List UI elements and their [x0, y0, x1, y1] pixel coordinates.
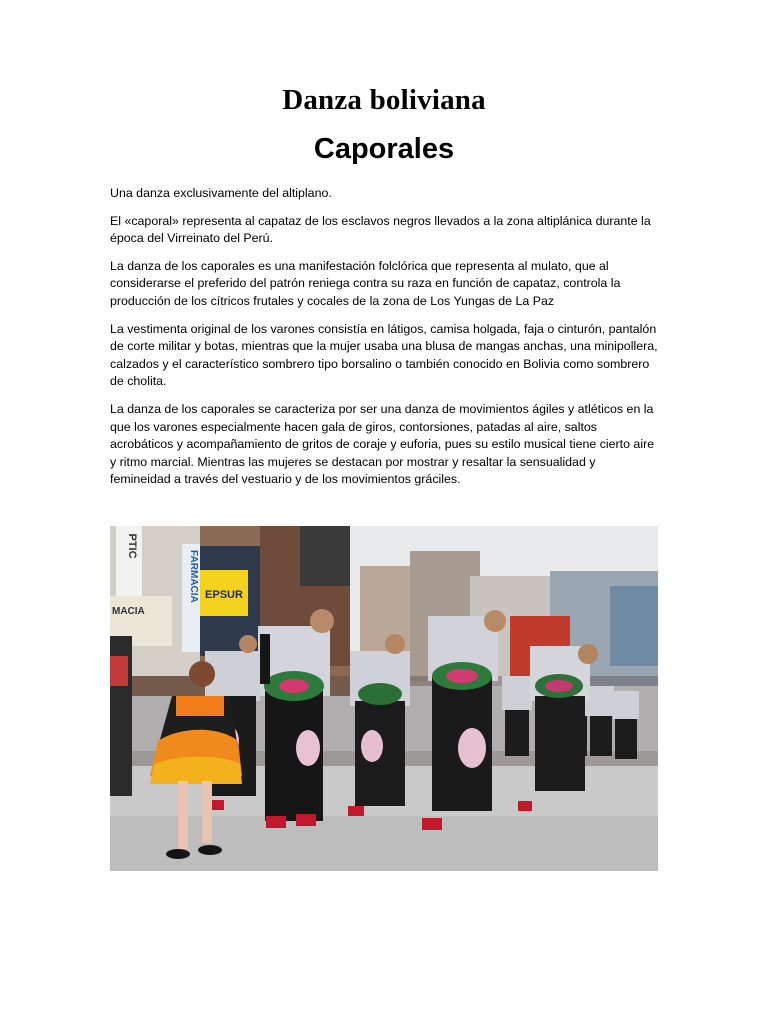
photo-illustration	[110, 526, 658, 871]
caporales-dancers-photo	[110, 526, 658, 871]
paragraph-1: Una danza exclusivamente del altiplano.	[110, 186, 332, 200]
paragraph-5: La danza de los caporales se caracteriza por ser una danza de movimientos ágiles y atléticos en la que los varones especialmente hacen gala de giros, contorsiones, patadas al aire, saltos acrobáticos y acompañamiento de gritos de coraje y euforia, pues su estilo musical tiene cierto aire y ritmo marcial. Mientras las mujeres se destacan por mostrar y resaltar la sensualidad y femineidad a través del vestuario y de los movimientos gráciles.	[110, 401, 655, 487]
sign-macia: MACIA	[112, 606, 145, 617]
paragraph-2: El «caporal» representa al capataz de los esclavos negros llevados a la zona altiplánica durante la época del Virreinato del Perú.	[110, 213, 651, 246]
sign-ptic: PTIC	[126, 533, 138, 559]
sign-epsur: EPSUR	[205, 589, 243, 601]
document-subtitle: Caporales	[313, 133, 455, 165]
paragraph-4: La vestimenta original de los varones consistía en látigos, camisa holgada, faja o cinturón, pantalón de corte militar y botas, mientras que la mujer usaba una blusa de mangas anchas, una minipollera, calzados y el característico sombrero tipo borsalino o también conocido en Bolivia como sombrero de cholita.	[110, 321, 658, 389]
paragraph-3: La danza de los caporales es una manifestación folclórica que representa al mulato, que al considerarse el preferido del patrón reniega contra su raza en función de capataz, controla la producción de los cítricos frutales y cocales de la zona de Los Yungas de La Paz	[110, 258, 621, 308]
sign-farmacia: FARMACIA	[188, 550, 199, 603]
document-title: Danza boliviana	[282, 84, 486, 116]
body-text	[110, 185, 658, 499]
